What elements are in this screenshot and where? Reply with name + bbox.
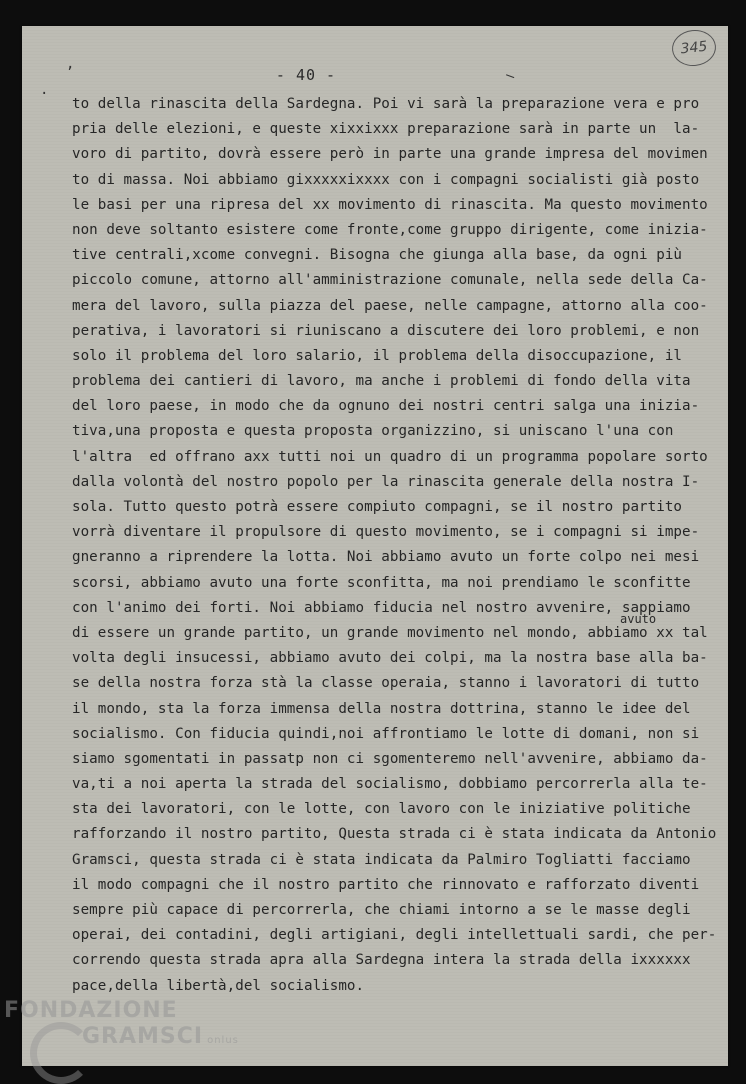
typewritten-body (72, 92, 720, 999)
text-line: il modo compagni che il nostro partito che rinnovato e rafforzato diventi (72, 876, 700, 893)
text-line: di essere un grande partito, un grande movimento nel mondo, abbiamo xx tal (72, 624, 708, 641)
text-line: Gramsci, questa strada ci è stata indicata da Palmiro Togliatti facciamo (72, 851, 691, 868)
text-line: tiva,una proposta e questa proposta organizzino, si uniscano l'una con (72, 423, 674, 440)
text-line: l'altra ed offrano axx tutti noi un quadro di un programma popolare sorto (72, 448, 708, 465)
watermark (4, 998, 239, 1054)
watermark-line2: GRAMSCI (82, 1024, 204, 1049)
page-number: - 40 - (275, 66, 337, 84)
text-line: volta degli insucessi, abbiamo avuto dei colpi, ma la nostra base alla ba- (72, 650, 708, 667)
text-line: del loro paese, in modo che da ognuno dei nostri centri salga una inizia- (72, 398, 700, 415)
watermark-suffix: onlus (207, 1035, 239, 1046)
text-line: sta dei lavoratori, con le lotte, con lavoro con le iniziative politiche (72, 801, 691, 818)
watermark-line1: FONDAZIONE (4, 998, 178, 1023)
text-line: se della nostra forza stà la classe operaia, stanno i lavoratori di tutto (72, 675, 700, 692)
text-line: sempre più capace di percorrerla, che chiami intorno a se le masse degli (72, 902, 691, 918)
text-line: siamo sgomentati in passatp non ci sgomenteremo nell'avvenire, abbiamo da- (72, 750, 708, 767)
text-line: con l'animo dei forti. Noi abbiamo fiducia nel nostro avvenire, sappiamo (72, 599, 691, 616)
text-line: dalla volontà del nostro popolo per la rinascita generale della nostra I- (72, 473, 700, 490)
text-line: problema dei cantieri di lavoro, ma anche i problemi di fondo della vita (72, 373, 691, 390)
text-line: scorsi, abbiamo avuto una forte sconfitta, ma noi prendiamo le sconfitte (72, 574, 691, 591)
archive-number-stamp: 345 (670, 28, 718, 68)
text-line: voro di partito, dovrà essere però in parte una grande impresa del movimen (72, 146, 708, 163)
text-line: sola. Tutto questo potrà essere compiuto compagni, se il nostro partito (72, 499, 683, 515)
text-line: vorrà diventare il propulsore di questo movimento, se i compagni si impe- (72, 524, 700, 541)
text-line: socialismo. Con fiducia quindi,noi affrontiamo le lotte di domani, non si (72, 725, 700, 742)
margin-mark: — (503, 67, 517, 85)
text-line: to della rinascita della Sardegna. Poi vi sarà la preparazione vera e pro (72, 96, 700, 112)
text-line: il mondo, sta la forza immensa della nostra dottrina, stanno le idee del (72, 700, 691, 717)
text-line: gneranno a riprendere la lotta. Noi abbiamo avuto un forte colpo nei mesi (72, 549, 700, 566)
text-line: pria delle elezioni, e queste xixxixxx preparazione sarà in parte un la- (72, 121, 700, 138)
margin-mark: , (66, 56, 75, 72)
text-line: tive centrali,xcome convegni. Bisogna che giunga alla base, da ogni più (72, 247, 683, 264)
text-line: le basi per una ripresa del xx movimento di rinascita. Ma questo movimento (72, 196, 708, 213)
text-line: correndo questa strada apra alla Sardegna intera la strada della ixxxxxx (72, 952, 691, 969)
text-line: non deve soltanto esistere come fronte,come gruppo dirigente, come inizia- (72, 221, 708, 238)
text-line: pace,della libertà,del socialismo. (72, 977, 365, 994)
text-line: piccolo comune, attorno all'amministrazione comunale, nella sede della Ca- (72, 272, 708, 289)
text-line: va,ti a noi aperta la strada del socialismo, dobbiamo percorrerla alla te- (72, 776, 708, 793)
text-line: rafforzando il nostro partito, Questa strada ci è stata indicata da Antonio (72, 826, 717, 843)
interlinear-insert: avuto (620, 612, 657, 626)
text-line: mera del lavoro, sulla piazza del paese, nelle campagne, attorno alla coo- (72, 297, 708, 314)
text-line: operai, dei contadini, degli artigiani, degli intellettuali sardi, che per- (72, 927, 717, 944)
text-line: solo il problema del loro salario, il problema della disoccupazione, il (72, 347, 683, 364)
margin-mark: · (40, 86, 49, 102)
text-line: to di massa. Noi abbiamo gixxxxxixxxx con i compagni socialisti già posto (72, 171, 700, 188)
text-line: perativa, i lavoratori si riuniscano a discutere dei loro problemi, e non (72, 322, 700, 339)
